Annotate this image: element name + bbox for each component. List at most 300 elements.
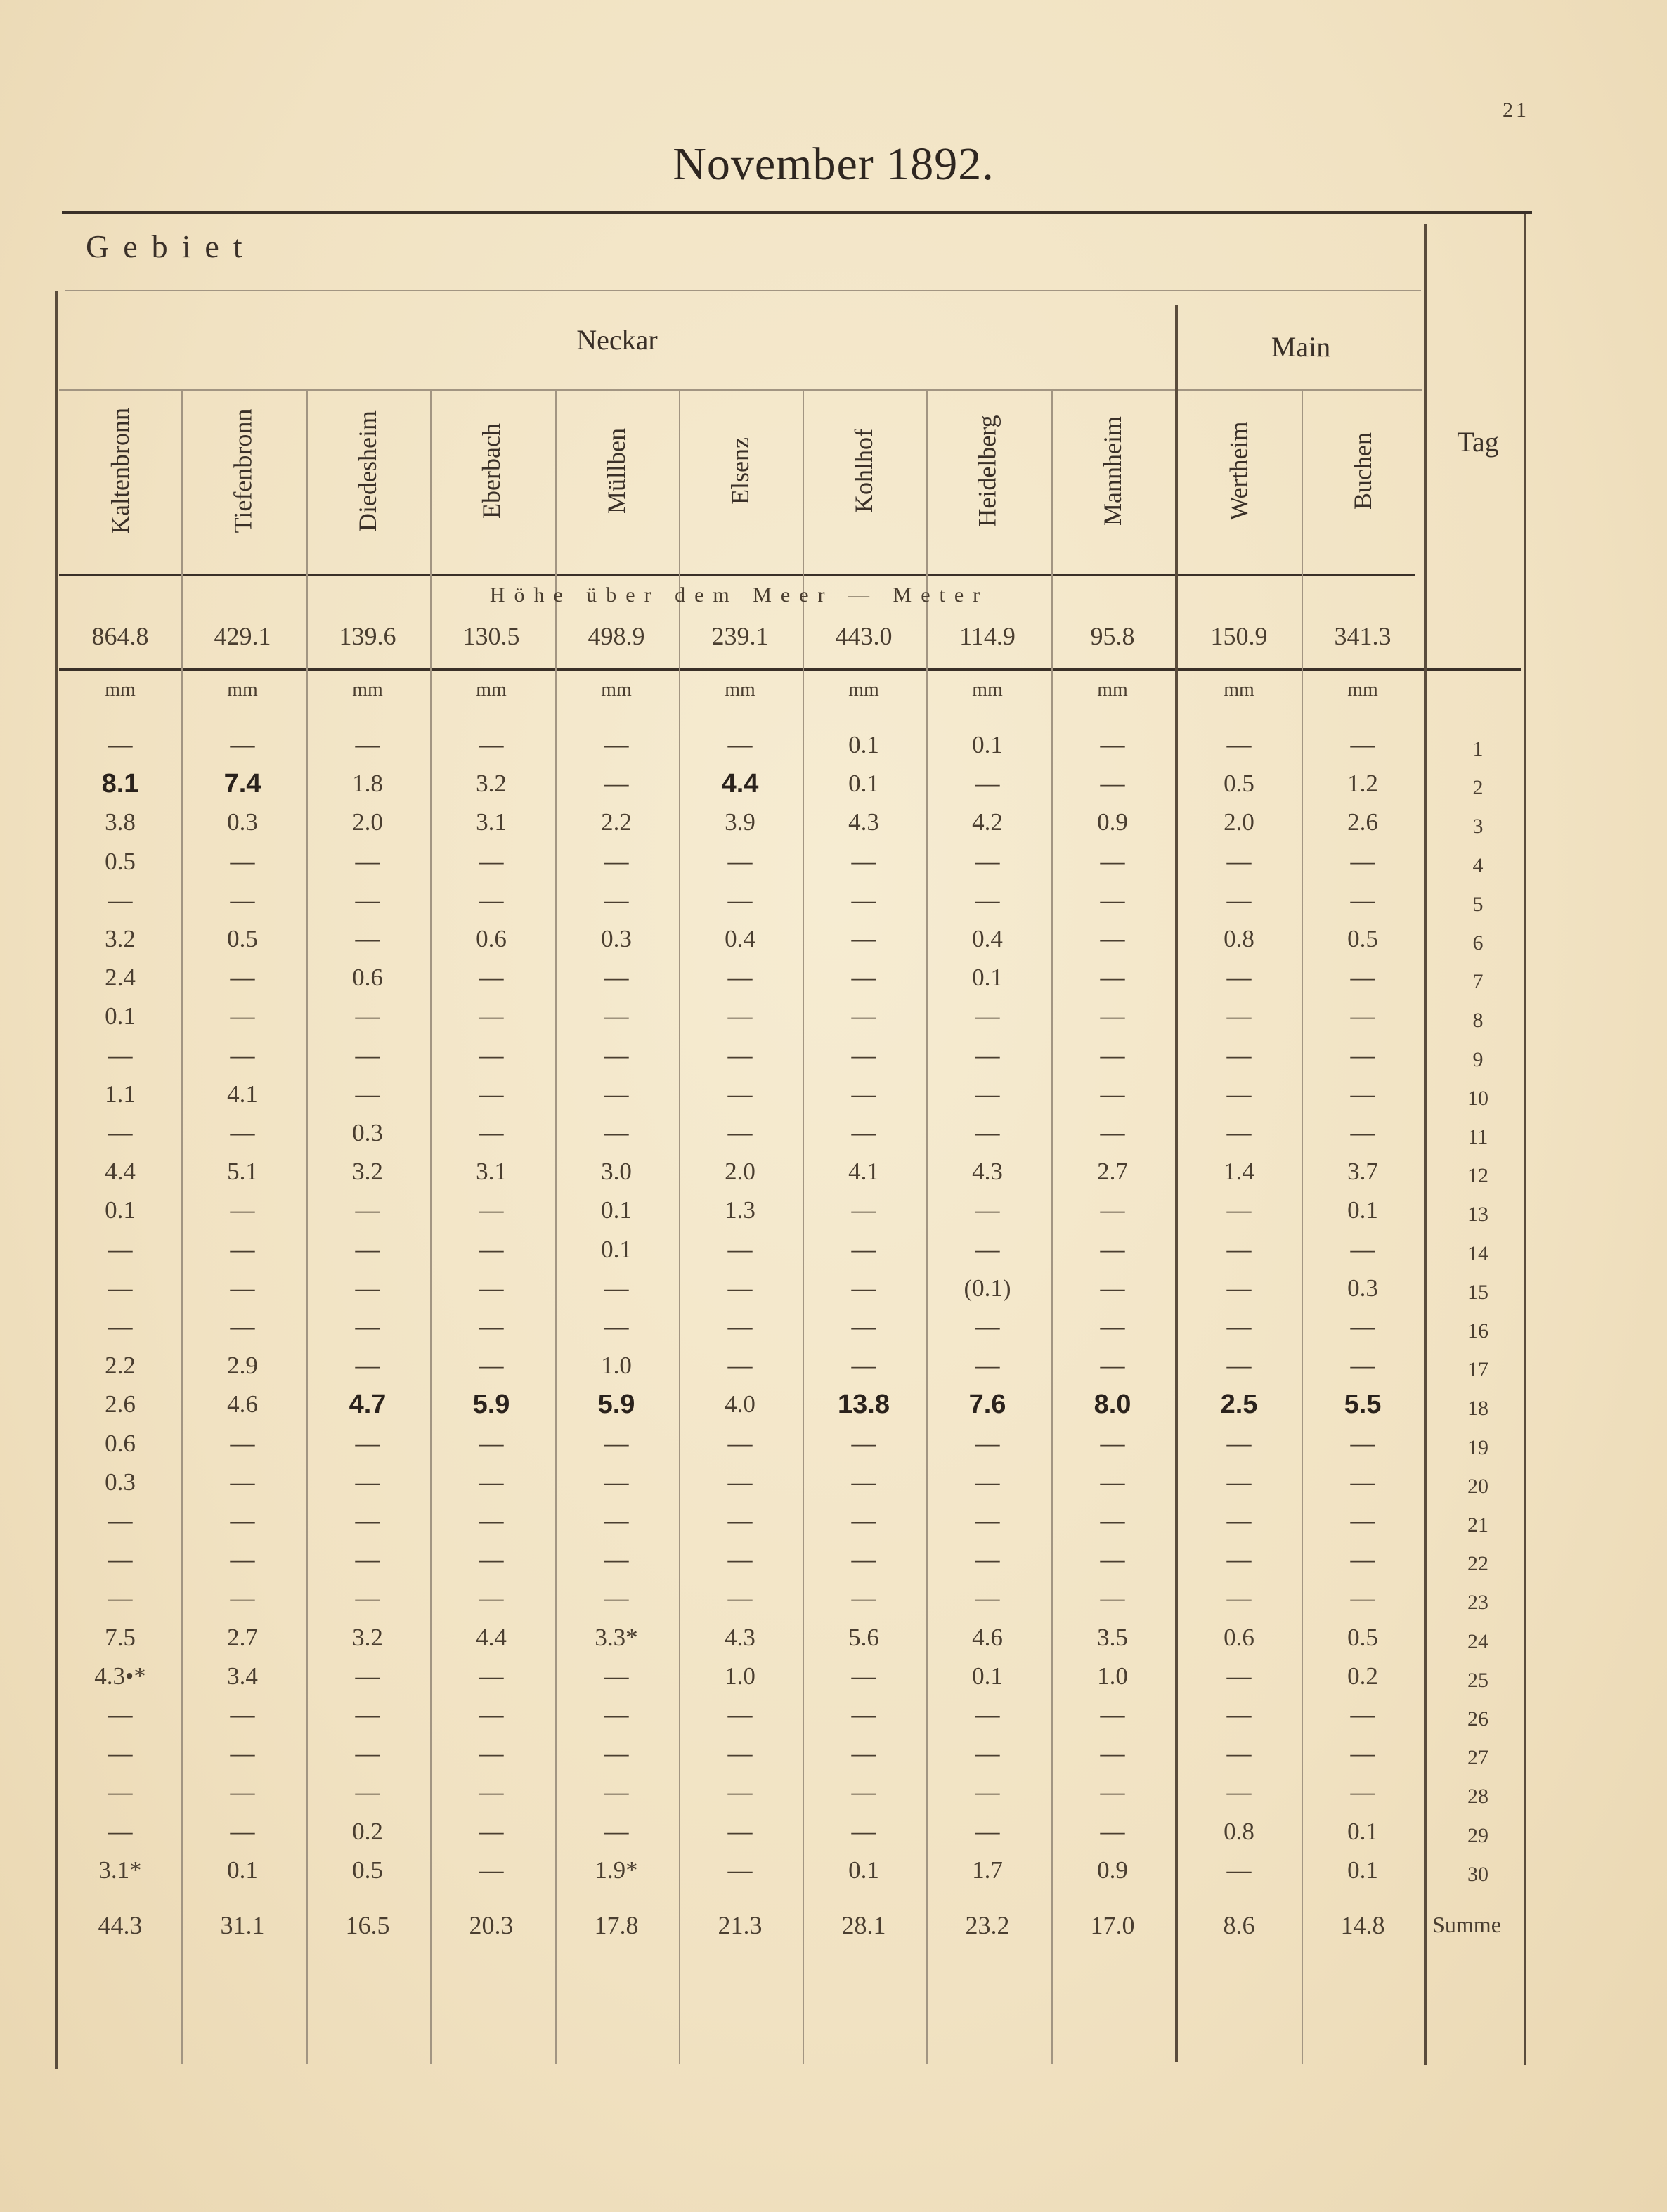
table-cell: — [727, 1002, 753, 1030]
table-cell: 0.6 [105, 1429, 136, 1457]
table-cell: — [108, 1701, 133, 1728]
day-number: 16 [1467, 1319, 1488, 1343]
table-cell: — [727, 1041, 753, 1069]
table-cell: 0.5 [352, 1856, 383, 1884]
table-cell: — [604, 886, 629, 914]
table-cell: — [355, 1196, 380, 1224]
table-cell: — [108, 886, 133, 914]
unit-label: mm [476, 679, 507, 701]
table-cell: 3.1 [476, 808, 507, 836]
table-cell: — [1100, 1002, 1125, 1030]
day-number: 7 [1472, 970, 1484, 994]
table-cell: — [1100, 1468, 1125, 1496]
table-cell: — [1100, 1352, 1125, 1380]
day-number: 19 [1467, 1435, 1488, 1459]
table-cell: 3.8 [105, 808, 136, 836]
station-elevation: 130.5 [462, 622, 520, 650]
table-cell: 0.6 [352, 964, 383, 992]
top-rule [62, 211, 1532, 214]
table-cell: 8.0 [1094, 1390, 1131, 1420]
unit-label: mm [227, 679, 258, 701]
day-number: 28 [1467, 1785, 1488, 1809]
table-cell: 4.4 [476, 1623, 507, 1651]
page-title: November 1892. [673, 138, 994, 190]
table-cell: 3.3* [595, 1623, 638, 1651]
station-name: Buchen [1349, 432, 1377, 510]
table-cell: (0.1) [964, 1274, 1011, 1302]
table-cell: — [975, 1507, 1000, 1534]
table-cell: 7.6 [968, 1390, 1006, 1420]
table-cell: — [1100, 886, 1125, 914]
table-cell: 0.1 [972, 1662, 1003, 1690]
unit-label: mm [1224, 679, 1254, 701]
table-cell: — [604, 847, 629, 875]
table-cell: 1.9* [595, 1856, 638, 1884]
table-cell: — [108, 1507, 133, 1534]
table-cell: — [975, 1352, 1000, 1380]
table-cell: — [230, 964, 255, 992]
table-cell: — [1100, 1778, 1125, 1806]
table-cell: — [355, 847, 380, 875]
table-cell: — [355, 886, 380, 914]
table-cell: 4.7 [349, 1390, 387, 1420]
table-cell: — [975, 1778, 1000, 1806]
table-cell: 1.2 [1347, 770, 1378, 798]
table-cell: 0.1 [1347, 1196, 1378, 1224]
table-cell: 2.5 [1220, 1390, 1258, 1420]
table-cell: — [1226, 1468, 1252, 1496]
table-cell: — [230, 886, 255, 914]
table-cell: — [230, 1584, 255, 1612]
table-cell: 0.1 [1347, 1856, 1378, 1884]
table-cell: — [975, 1041, 1000, 1069]
column-sum: 17.8 [594, 1911, 639, 1939]
table-cell: — [1226, 1662, 1252, 1690]
table-cell: — [1100, 1701, 1125, 1728]
table-cell: 4.2 [972, 808, 1003, 836]
table-cell: — [479, 1740, 504, 1768]
station-header [430, 394, 552, 548]
day-number: 8 [1472, 1009, 1484, 1033]
day-number: 1 [1472, 737, 1484, 761]
table-cell: 0.5 [227, 925, 258, 952]
table-cell: 3.4 [227, 1662, 258, 1690]
day-number: 4 [1472, 853, 1484, 877]
table-cell: — [1100, 1507, 1125, 1534]
day-number: 29 [1467, 1823, 1488, 1847]
table-cell: — [851, 886, 876, 914]
table-cell: — [604, 964, 629, 992]
table-cell: — [604, 1313, 629, 1340]
table-cell: — [1350, 1507, 1375, 1534]
table-cell: — [851, 1041, 876, 1069]
day-number: 3 [1472, 815, 1484, 839]
table-cell: 0.8 [1224, 1817, 1254, 1845]
table-cell: — [479, 1352, 504, 1380]
table-cell: 0.1 [1347, 1817, 1378, 1845]
table-cell: — [604, 770, 629, 798]
table-cell: — [1100, 1584, 1125, 1612]
unit-label: mm [601, 679, 632, 701]
table-cell: — [851, 1507, 876, 1534]
table-cell: — [1350, 964, 1375, 992]
table-cell: 4.1 [227, 1080, 258, 1108]
day-number: 10 [1467, 1086, 1488, 1110]
table-cell: — [727, 1274, 753, 1302]
table-cell: — [479, 1817, 504, 1845]
unit-label: mm [1347, 679, 1378, 701]
table-cell: — [355, 1080, 380, 1108]
table-cell: — [479, 1313, 504, 1340]
station-elevation: 150.9 [1210, 622, 1268, 650]
table-cell: — [1226, 847, 1252, 875]
table-cell: — [851, 1584, 876, 1612]
table-cell: — [355, 1274, 380, 1302]
table-cell: — [851, 1196, 876, 1224]
station-header [306, 394, 429, 548]
table-cell: 2.7 [227, 1623, 258, 1651]
table-cell: — [1100, 1740, 1125, 1768]
station-elevation: 341.3 [1334, 622, 1392, 650]
gebiet-rule [65, 290, 1421, 291]
unit-label: mm [105, 679, 136, 701]
table-cell: — [851, 1701, 876, 1728]
table-cell: — [604, 1041, 629, 1069]
table-cell: — [1226, 1196, 1252, 1224]
table-cell: — [1226, 1740, 1252, 1768]
day-number: 22 [1467, 1552, 1488, 1576]
group-main: Main [1271, 331, 1331, 363]
table-cell: — [1350, 1080, 1375, 1108]
table-cell: — [355, 1468, 380, 1496]
day-number: 21 [1467, 1513, 1488, 1537]
station-name: Diedesheim [353, 410, 382, 531]
table-cell: 0.1 [105, 1002, 136, 1030]
station-name: Mannheim [1098, 416, 1127, 526]
table-cell: — [479, 1662, 504, 1690]
table-cell: — [975, 1002, 1000, 1030]
table-cell: — [975, 1740, 1000, 1768]
left-table-border [55, 291, 58, 2069]
table-cell: 4.4 [721, 769, 759, 799]
table-cell: 4.4 [105, 1158, 136, 1186]
table-cell: — [975, 1080, 1000, 1108]
table-cell: 2.2 [601, 808, 632, 836]
table-cell: — [1100, 1080, 1125, 1108]
table-cell: — [851, 1662, 876, 1690]
table-cell: — [355, 1002, 380, 1030]
group-rule [59, 389, 1422, 391]
table-cell: — [230, 1817, 255, 1845]
table-cell: — [1100, 847, 1125, 875]
table-cell: 8.1 [101, 769, 139, 799]
table-cell: 0.3 [601, 925, 632, 952]
table-cell: — [1226, 1313, 1252, 1340]
table-cell: 5.1 [227, 1158, 258, 1186]
table-cell: — [355, 925, 380, 952]
table-cell: — [727, 1584, 753, 1612]
table-cell: — [479, 731, 504, 758]
table-cell: — [479, 1429, 504, 1457]
table-cell: 0.1 [972, 731, 1003, 758]
table-cell: — [1226, 1080, 1252, 1108]
table-cell: 0.3 [352, 1119, 383, 1146]
table-cell: 0.9 [1097, 808, 1128, 836]
table-cell: — [1100, 1429, 1125, 1457]
table-cell: — [727, 1313, 753, 1340]
table-cell: — [975, 1701, 1000, 1728]
table-cell: — [727, 1701, 753, 1728]
table-cell: — [727, 1352, 753, 1380]
table-cell: — [604, 1817, 629, 1845]
gebiet-label: Gebiet [86, 228, 257, 264]
table-cell: — [1350, 1740, 1375, 1768]
station-elevation: 114.9 [959, 622, 1016, 650]
day-number: 5 [1472, 892, 1484, 916]
column-sum: 16.5 [345, 1911, 390, 1939]
table-cell: 2.6 [1347, 808, 1378, 836]
table-cell: — [108, 1274, 133, 1302]
table-cell: — [975, 886, 1000, 914]
table-cell: 0.1 [601, 1196, 632, 1224]
table-cell: 3.1 [476, 1158, 507, 1186]
table-cell: — [1100, 1235, 1125, 1263]
table-cell: 3.5 [1097, 1623, 1128, 1651]
table-cell: — [1350, 1119, 1375, 1146]
table-cell: — [1350, 886, 1375, 914]
column-sum: 31.1 [220, 1911, 265, 1939]
table-cell: 0.1 [227, 1856, 258, 1884]
table-cell: — [1100, 1274, 1125, 1302]
table-cell: — [727, 1856, 753, 1884]
station-elevation: 239.1 [711, 622, 769, 650]
table-cell: — [479, 1546, 504, 1574]
station-header [679, 394, 801, 548]
day-number: 9 [1472, 1047, 1484, 1071]
station-elevation: 95.8 [1090, 622, 1135, 650]
table-cell: 4.3 [725, 1623, 755, 1651]
table-cell: — [604, 1429, 629, 1457]
table-cell: — [604, 1662, 629, 1690]
table-cell: — [108, 731, 133, 758]
table-cell: — [230, 1429, 255, 1457]
column-sum: 44.3 [98, 1911, 143, 1939]
table-cell: 4.3 [848, 808, 879, 836]
station-name: Heidelberg [973, 415, 1001, 527]
table-cell: — [1226, 964, 1252, 992]
table-cell: 0.1 [848, 731, 879, 758]
station-elevation: 498.9 [588, 622, 645, 650]
column-sum: 14.8 [1340, 1911, 1385, 1939]
table-cell: — [230, 1546, 255, 1574]
table-cell: 3.2 [476, 770, 507, 798]
table-cell: 4.6 [227, 1390, 258, 1418]
table-cell: — [975, 1817, 1000, 1845]
day-number: 27 [1467, 1746, 1488, 1770]
table-cell: 0.5 [1224, 770, 1254, 798]
table-cell: 7.5 [105, 1623, 136, 1651]
day-number: 6 [1472, 931, 1484, 955]
station-header [926, 394, 1049, 548]
station-header [1178, 394, 1300, 548]
table-cell: 5.6 [848, 1623, 879, 1651]
table-cell: — [479, 964, 504, 992]
table-cell: 0.1 [972, 964, 1003, 992]
table-cell: 0.3 [227, 808, 258, 836]
table-cell: — [1226, 1429, 1252, 1457]
table-cell: — [851, 925, 876, 952]
station-header [181, 394, 304, 548]
table-cell: — [230, 1235, 255, 1263]
table-cell: — [1226, 1041, 1252, 1069]
table-cell: 3.2 [352, 1158, 383, 1186]
table-cell: — [1226, 1119, 1252, 1146]
table-cell: — [230, 1313, 255, 1340]
table-cell: — [1350, 1584, 1375, 1612]
table-cell: 0.4 [972, 925, 1003, 952]
table-cell: — [479, 1856, 504, 1884]
table-cell: — [479, 1080, 504, 1108]
table-cell: 1.3 [725, 1196, 755, 1224]
table-cell: — [727, 1468, 753, 1496]
summe-label: Summe [1432, 1912, 1501, 1937]
tag-header: Tag [1457, 426, 1499, 458]
table-cell: — [108, 1740, 133, 1768]
table-cell: — [851, 1817, 876, 1845]
group-neckar: Neckar [576, 324, 658, 356]
table-cell: 5.5 [1344, 1390, 1382, 1420]
station-name: Müllben [602, 428, 630, 514]
table-cell: 3.1* [98, 1856, 142, 1884]
table-cell: — [1226, 1856, 1252, 1884]
table-cell: — [851, 964, 876, 992]
table-cell: 1.0 [1097, 1662, 1128, 1690]
table-cell: — [1100, 1196, 1125, 1224]
table-cell: — [851, 847, 876, 875]
unit-label: mm [848, 679, 879, 701]
table-cell: — [230, 731, 255, 758]
station-header [59, 394, 181, 548]
table-cell: 1.8 [352, 770, 383, 798]
table-cell: — [1226, 1274, 1252, 1302]
table-cell: — [604, 1080, 629, 1108]
table-cell: — [727, 1546, 753, 1574]
table-cell: — [851, 1740, 876, 1768]
table-cell: — [355, 1701, 380, 1728]
table-cell: — [1226, 1584, 1252, 1612]
table-cell: — [1226, 1352, 1252, 1380]
table-cell: 0.5 [1347, 925, 1378, 952]
table-cell: — [1100, 1119, 1125, 1146]
table-cell: — [1226, 1546, 1252, 1574]
page-number: 21 [1503, 98, 1529, 122]
table-cell: 0.1 [601, 1235, 632, 1263]
table-cell: — [851, 1274, 876, 1302]
table-cell: 0.3 [105, 1468, 136, 1496]
table-cell: — [108, 1817, 133, 1845]
day-number: 24 [1467, 1629, 1488, 1653]
table-cell: — [230, 1119, 255, 1146]
table-cell: — [1100, 925, 1125, 952]
table-cell: — [479, 1119, 504, 1146]
table-cell: — [355, 1041, 380, 1069]
table-cell: 1.0 [601, 1352, 632, 1380]
table-cell: — [975, 1119, 1000, 1146]
table-cell: — [355, 1313, 380, 1340]
table-cell: 3.2 [105, 925, 136, 952]
table-cell: — [355, 1778, 380, 1806]
table-cell: — [1350, 1313, 1375, 1340]
table-cell: — [479, 1468, 504, 1496]
table-cell: — [355, 1740, 380, 1768]
table-cell: — [355, 1584, 380, 1612]
station-name: Eberbach [476, 423, 505, 519]
table-cell: — [604, 1701, 629, 1728]
table-cell: — [851, 1080, 876, 1108]
table-cell: — [1100, 1817, 1125, 1845]
table-cell: 0.2 [1347, 1662, 1378, 1690]
table-cell: — [1226, 1778, 1252, 1806]
column-sum: 23.2 [965, 1911, 1010, 1939]
table-cell: — [108, 1546, 133, 1574]
table-cell: — [727, 1235, 753, 1263]
station-elevation: 443.0 [835, 622, 893, 650]
table-cell: — [727, 731, 753, 758]
day-number: 26 [1467, 1707, 1488, 1731]
table-cell: — [230, 847, 255, 875]
table-cell: — [355, 1507, 380, 1534]
station-rule [59, 574, 1415, 576]
station-elevation: 864.8 [91, 622, 149, 650]
day-number: 15 [1467, 1280, 1488, 1304]
table-cell: — [1226, 1507, 1252, 1534]
table-cell: 2.9 [227, 1352, 258, 1380]
table-cell: 3.2 [352, 1623, 383, 1651]
table-cell: 2.7 [1097, 1158, 1128, 1186]
table-cell: — [727, 1740, 753, 1768]
table-cell: — [1226, 886, 1252, 914]
table-cell: — [230, 1002, 255, 1030]
table-cell: — [1350, 1429, 1375, 1457]
table-cell: — [727, 1778, 753, 1806]
table-cell: 4.0 [725, 1390, 755, 1418]
table-cell: — [604, 1778, 629, 1806]
table-cell: 4.6 [972, 1623, 1003, 1651]
day-number: 25 [1467, 1668, 1488, 1692]
table-cell: — [851, 1235, 876, 1263]
table-cell: — [604, 1546, 629, 1574]
table-cell: — [479, 1584, 504, 1612]
table-cell: — [1350, 1041, 1375, 1069]
table-cell: — [604, 1740, 629, 1768]
table-cell: 4.1 [848, 1158, 879, 1186]
table-cell: — [1226, 1701, 1252, 1728]
table-cell: — [479, 886, 504, 914]
table-cell: — [727, 1817, 753, 1845]
unit-label: mm [352, 679, 383, 701]
table-cell: — [1100, 770, 1125, 798]
table-cell: — [1226, 1235, 1252, 1263]
table-cell: — [975, 1235, 1000, 1263]
station-name: Elsenz [726, 437, 754, 505]
unit-label: mm [972, 679, 1003, 701]
table-cell: — [479, 1274, 504, 1302]
table-cell: 2.4 [105, 964, 136, 992]
table-cell: — [230, 1468, 255, 1496]
table-cell: 2.0 [352, 808, 383, 836]
table-cell: — [479, 1002, 504, 1030]
table-cell: 2.2 [105, 1352, 136, 1380]
